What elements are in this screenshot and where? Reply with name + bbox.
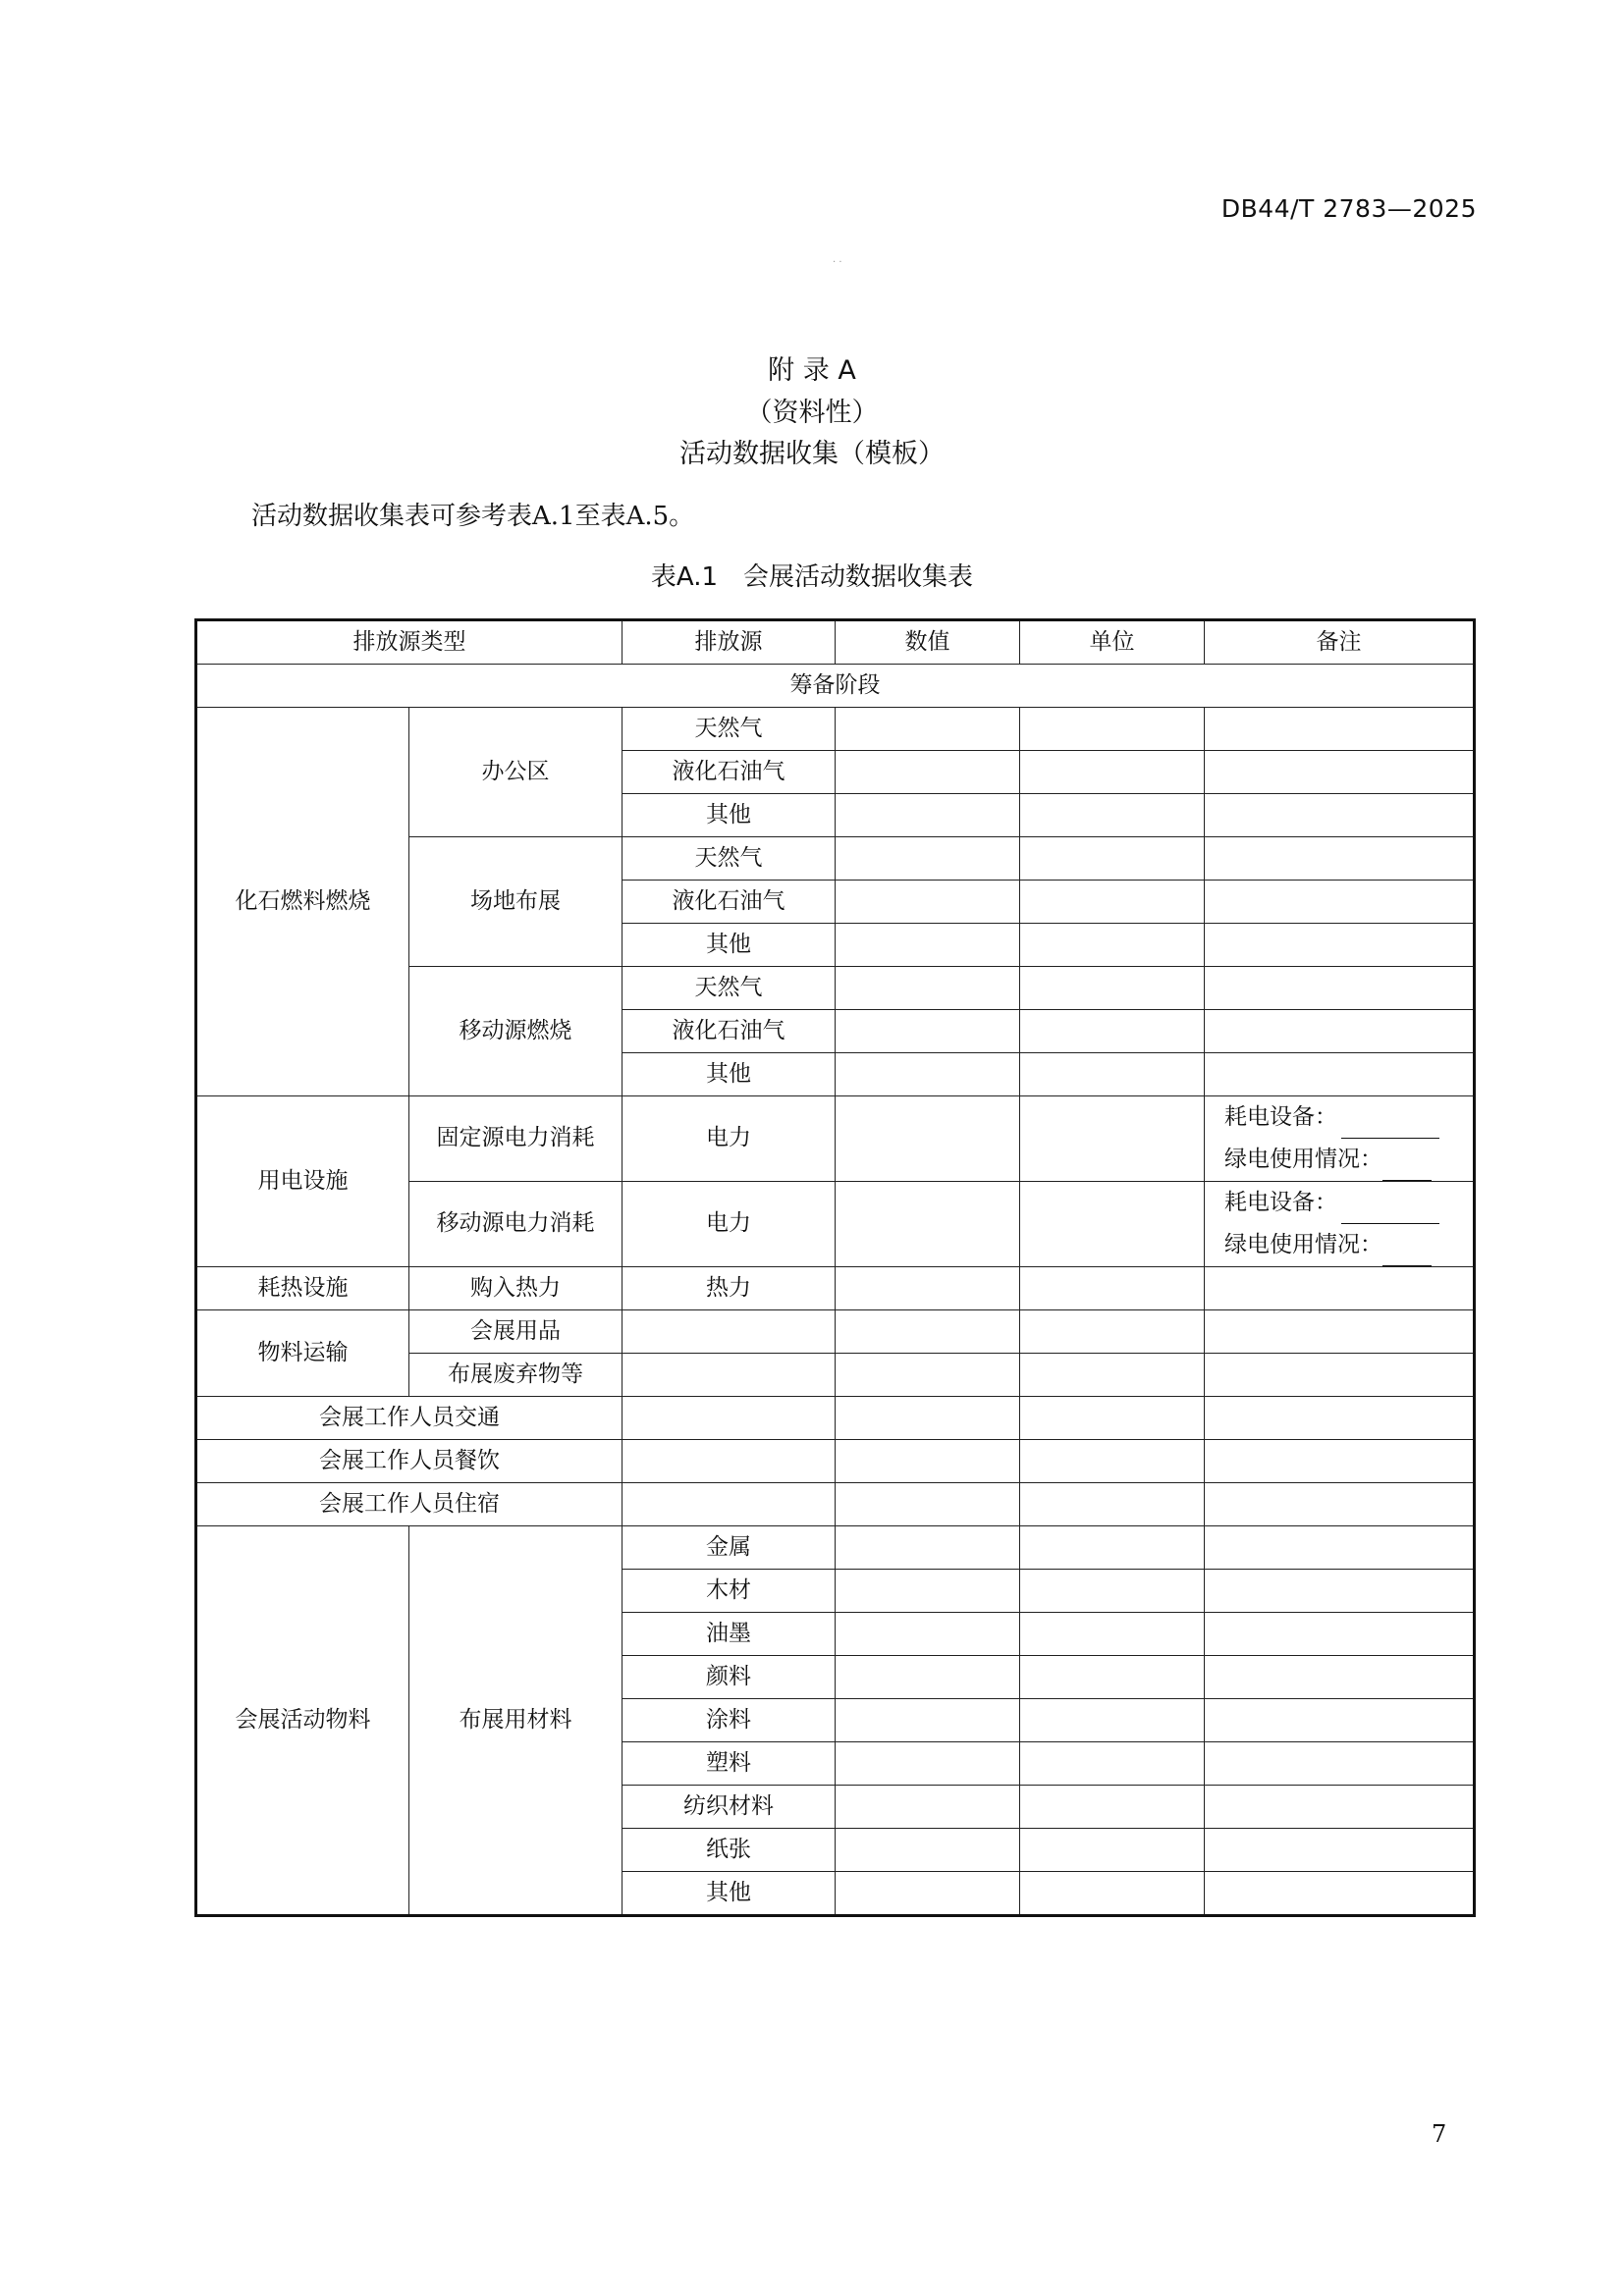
note-cell[interactable]: [1205, 1786, 1475, 1829]
unit-cell[interactable]: [1020, 1570, 1205, 1613]
source-cell: 塑料: [623, 1742, 836, 1786]
unit-cell[interactable]: [1020, 1526, 1205, 1570]
value-cell[interactable]: [836, 1053, 1020, 1096]
sub-venue: 场地布展: [409, 837, 623, 967]
note-cell[interactable]: [1205, 881, 1475, 924]
table-row: [196, 1526, 1475, 1570]
header-source: 排放源: [623, 620, 836, 665]
unit-cell[interactable]: [1020, 1483, 1205, 1526]
unit-cell[interactable]: [1020, 1182, 1205, 1267]
note-cell[interactable]: [1205, 1526, 1475, 1570]
value-cell[interactable]: [836, 924, 1020, 967]
stage-row: [196, 665, 1475, 708]
value-cell[interactable]: [836, 1656, 1020, 1699]
value-cell[interactable]: [836, 1354, 1020, 1397]
note-cell[interactable]: [1205, 967, 1475, 1010]
sub-mobile-power: 移动源电力消耗: [409, 1182, 623, 1267]
unit-cell[interactable]: [1020, 1397, 1205, 1440]
value-cell[interactable]: [836, 1570, 1020, 1613]
unit-cell[interactable]: [1020, 1440, 1205, 1483]
category-electric: 用电设施: [196, 1096, 409, 1267]
table-row: [196, 1310, 1475, 1354]
unit-cell[interactable]: [1020, 1829, 1205, 1872]
source-cell: 其他: [623, 794, 836, 837]
unit-cell[interactable]: [1020, 1053, 1205, 1096]
note-cell[interactable]: [1205, 1829, 1475, 1872]
sub-materials: 布展用材料: [409, 1526, 623, 1916]
header-source-type: 排放源类型: [196, 620, 623, 665]
note-cell[interactable]: [1205, 1354, 1475, 1397]
value-cell[interactable]: [836, 967, 1020, 1010]
note-green-label: 绿电使用情况：: [1224, 1147, 1382, 1172]
table-caption: 表A.1 会展活动数据收集表: [650, 562, 974, 592]
unit-cell[interactable]: [1020, 1742, 1205, 1786]
unit-cell[interactable]: [1020, 1267, 1205, 1310]
staff-dining: 会展工作人员餐饮: [196, 1440, 623, 1483]
note-cell[interactable]: [1205, 1010, 1475, 1053]
table-row: [196, 708, 1475, 751]
category-fossil: 化石燃料燃烧: [196, 708, 409, 1096]
sub-heat: 购入热力: [409, 1267, 623, 1310]
document-code: DB44/T 2783—2025: [1220, 194, 1477, 223]
unit-cell[interactable]: [1020, 1613, 1205, 1656]
sub-mobile-combustion: 移动源燃烧: [409, 967, 623, 1096]
source-cell: 天然气: [623, 837, 836, 881]
intro-paragraph: 活动数据收集表可参考表A.1至表A.5。: [251, 502, 695, 531]
appendix-name: 活动数据收集（模板）: [679, 439, 945, 469]
unit-cell[interactable]: [1020, 1010, 1205, 1053]
source-cell: 其他: [623, 1053, 836, 1096]
value-cell[interactable]: [836, 1096, 1020, 1182]
unit-cell[interactable]: [1020, 837, 1205, 881]
value-cell[interactable]: [836, 881, 1020, 924]
note-cell[interactable]: [1205, 1872, 1475, 1916]
value-cell[interactable]: [836, 751, 1020, 794]
stage-label: 筹备阶段: [196, 665, 1475, 708]
staff-lodging: 会展工作人员住宿: [196, 1483, 623, 1526]
source-cell: 金属: [623, 1526, 836, 1570]
value-cell[interactable]: [836, 1829, 1020, 1872]
note-device-label: 耗电设备：: [1224, 1190, 1337, 1215]
category-heat: 耗热设施: [196, 1267, 409, 1310]
sub-office: 办公区: [409, 708, 623, 837]
header-note: 备注: [1205, 620, 1475, 665]
category-transport: 物料运输: [196, 1310, 409, 1397]
note-cell[interactable]: [1205, 708, 1475, 751]
source-cell[interactable]: [623, 1310, 836, 1354]
source-cell: 电力: [623, 1182, 836, 1267]
header-row: [196, 620, 1475, 665]
table-row: [196, 1397, 1475, 1440]
value-cell[interactable]: [836, 1182, 1020, 1267]
value-cell[interactable]: [836, 708, 1020, 751]
note-cell[interactable]: [1205, 1613, 1475, 1656]
staff-traffic: 会展工作人员交通: [196, 1397, 623, 1440]
value-cell[interactable]: [836, 1267, 1020, 1310]
table-row: [196, 1440, 1475, 1483]
note-cell[interactable]: [1205, 837, 1475, 881]
source-cell: 电力: [623, 1096, 836, 1182]
source-cell[interactable]: [623, 1440, 836, 1483]
unit-cell[interactable]: [1020, 1656, 1205, 1699]
unit-cell[interactable]: [1020, 1786, 1205, 1829]
value-cell[interactable]: [836, 1397, 1020, 1440]
source-cell: 液化石油气: [623, 881, 836, 924]
value-cell[interactable]: [836, 1872, 1020, 1916]
table-row: [196, 1096, 1475, 1182]
unit-cell[interactable]: [1020, 1872, 1205, 1916]
note-cell[interactable]: [1205, 751, 1475, 794]
source-cell: 液化石油气: [623, 751, 836, 794]
header-unit: 单位: [1020, 620, 1205, 665]
value-cell[interactable]: [836, 1440, 1020, 1483]
value-cell[interactable]: [836, 1483, 1020, 1526]
unit-cell[interactable]: [1020, 1699, 1205, 1742]
unit-cell[interactable]: [1020, 1354, 1205, 1397]
value-cell[interactable]: [836, 1786, 1020, 1829]
unit-cell[interactable]: [1020, 924, 1205, 967]
source-cell[interactable]: [623, 1483, 836, 1526]
sub-transport: 布展废弃物等: [409, 1354, 623, 1397]
unit-cell[interactable]: [1020, 794, 1205, 837]
unit-cell[interactable]: [1020, 881, 1205, 924]
note-cell[interactable]: [1205, 1310, 1475, 1354]
note-cell[interactable]: [1205, 1096, 1475, 1182]
source-cell: 纸张: [623, 1829, 836, 1872]
unit-cell[interactable]: [1020, 1096, 1205, 1182]
unit-cell[interactable]: [1020, 1310, 1205, 1354]
unit-cell[interactable]: [1020, 967, 1205, 1010]
scan-mark: · ·: [833, 257, 842, 268]
table-row: [196, 1483, 1475, 1526]
source-cell: 颜料: [623, 1656, 836, 1699]
source-cell: 其他: [623, 924, 836, 967]
green-blank[interactable]: [1382, 1154, 1432, 1181]
note-device-label: 耗电设备：: [1224, 1104, 1337, 1130]
header-value: 数值: [836, 620, 1020, 665]
data-collection-table: [194, 618, 1476, 1917]
sub-transport: 会展用品: [409, 1310, 623, 1354]
page-number: 7: [1432, 2120, 1447, 2148]
value-cell[interactable]: [836, 1613, 1020, 1656]
note-cell[interactable]: [1205, 1053, 1475, 1096]
source-cell: 木材: [623, 1570, 836, 1613]
source-cell: 涂料: [623, 1699, 836, 1742]
value-cell[interactable]: [836, 794, 1020, 837]
note-cell[interactable]: [1205, 794, 1475, 837]
note-cell[interactable]: [1205, 1656, 1475, 1699]
note-cell[interactable]: [1205, 1440, 1475, 1483]
value-cell[interactable]: [836, 1010, 1020, 1053]
note-cell[interactable]: [1205, 924, 1475, 967]
note-cell[interactable]: [1205, 1182, 1475, 1267]
note-cell[interactable]: [1205, 1570, 1475, 1613]
category-materials: 会展活动物料: [196, 1526, 409, 1916]
source-cell: 天然气: [623, 967, 836, 1010]
sub-fixed-power: 固定源电力消耗: [409, 1096, 623, 1182]
note-green-label: 绿电使用情况：: [1224, 1232, 1382, 1257]
source-cell: 其他: [623, 1872, 836, 1916]
green-blank[interactable]: [1382, 1240, 1432, 1266]
source-cell: 热力: [623, 1267, 836, 1310]
source-cell: 纺织材料: [623, 1786, 836, 1829]
device-blank[interactable]: [1341, 1198, 1439, 1224]
unit-cell[interactable]: [1020, 751, 1205, 794]
value-cell[interactable]: [836, 1526, 1020, 1570]
source-cell: 液化石油气: [623, 1010, 836, 1053]
source-cell[interactable]: [623, 1354, 836, 1397]
appendix-type: （资料性）: [745, 398, 879, 428]
device-blank[interactable]: [1341, 1112, 1439, 1139]
note-cell[interactable]: [1205, 1267, 1475, 1310]
table-row: [196, 1267, 1475, 1310]
value-cell[interactable]: [836, 837, 1020, 881]
source-cell[interactable]: [623, 1397, 836, 1440]
note-cell[interactable]: [1205, 1742, 1475, 1786]
value-cell[interactable]: [836, 1699, 1020, 1742]
value-cell[interactable]: [836, 1310, 1020, 1354]
appendix-title: 附 录 A: [768, 355, 856, 386]
note-cell[interactable]: [1205, 1483, 1475, 1526]
note-cell[interactable]: [1205, 1699, 1475, 1742]
unit-cell[interactable]: [1020, 708, 1205, 751]
note-cell[interactable]: [1205, 1397, 1475, 1440]
source-cell: 油墨: [623, 1613, 836, 1656]
source-cell: 天然气: [623, 708, 836, 751]
value-cell[interactable]: [836, 1742, 1020, 1786]
